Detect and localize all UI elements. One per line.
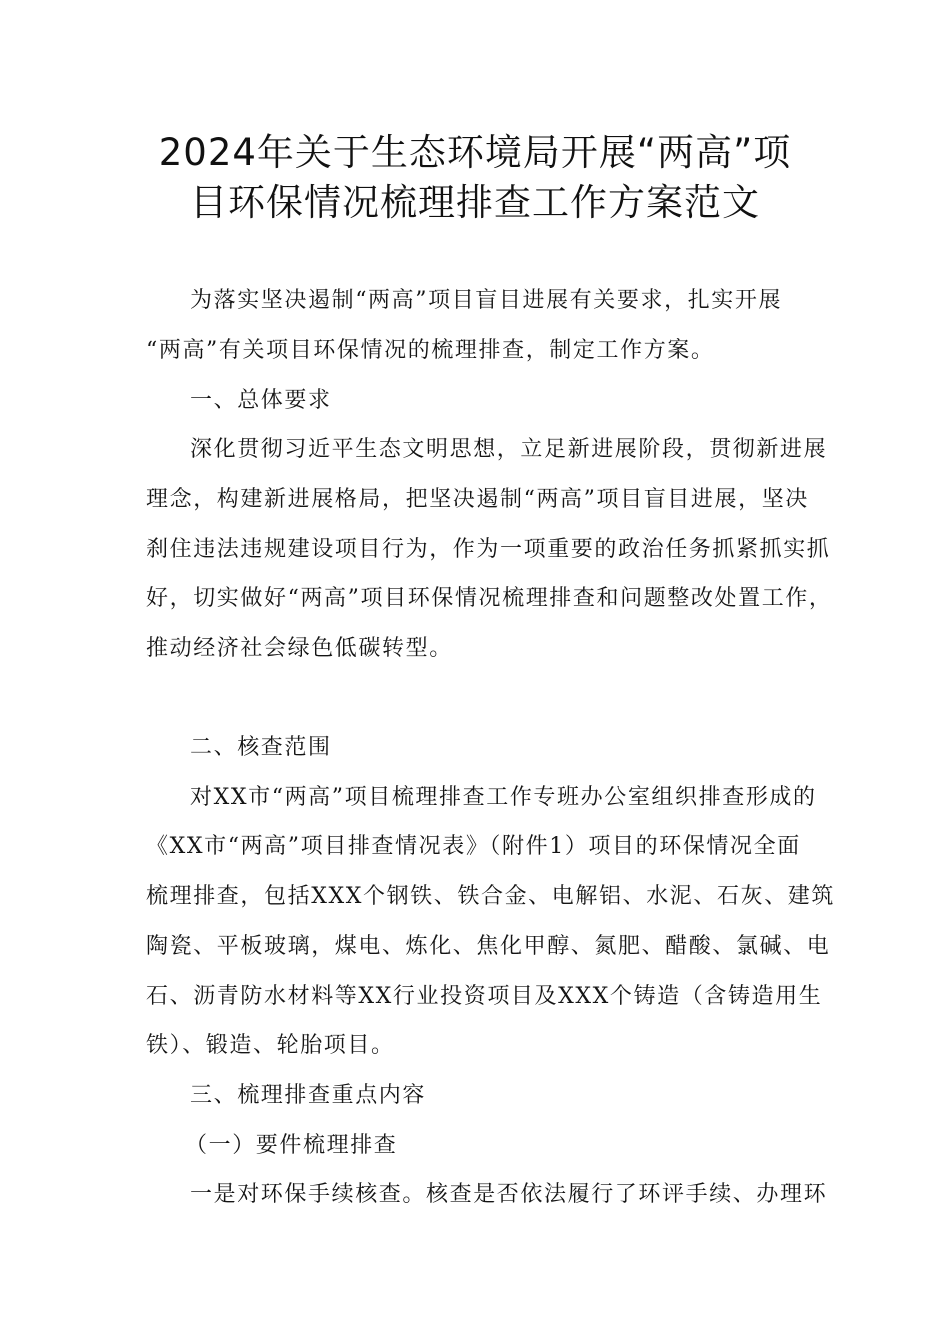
paragraph-line: 铁）、锻造、轮胎项目。 [146,1033,395,1058]
title-line: 目环保情况梳理排查工作方案范文 [190,181,760,224]
document-title [120,128,830,228]
paragraph-line: 深化贯彻习近平生态文明思想，立足新进展阶段，贯彻新进展 [190,437,828,462]
paragraph-line: 好，切实做好“两高”项目环保情况梳理排查和问题整改处置工作， [146,586,833,611]
section-heading: 三、梳理排查重点内容 [190,1083,427,1108]
paragraph-line: 梳理排查，包括XXX个钢铁、铁合金、电解铝、水泥、石灰、建筑 [146,884,835,909]
section-heading: 一、总体要求 [190,388,332,413]
paragraph-line: 石、沥青防水材料等XX行业投资项目及XXX个铸造（含铸造用生 [146,984,823,1009]
paragraph-line: 一是对环保手续核查。核查是否依法履行了环评手续、办理环 [190,1182,828,1207]
paragraph-line: 对XX市“两高”项目梳理排查工作专班办公室组织排查形成的 [190,785,817,810]
paragraph-line: 《XX市“两高”项目排查情况表》（附件1）项目的环保情况全面 [146,834,801,859]
title-line: 2024年关于生态环境局开展“两高”项 [158,131,792,174]
intro-line: “两高”有关项目环保情况的梳理排查，制定工作方案。 [146,338,715,363]
intro-line: 为落实坚决遏制“两高”项目盲目进展有关要求，扎实开展 [190,288,783,313]
paragraph-line: 推动经济社会绿色低碳转型。 [146,636,453,661]
paragraph-line: 刹住违法违规建设项目行为，作为一项重要的政治任务抓紧抓实抓 [146,537,831,562]
paragraph-line: 理念，构建新进展格局，把坚决遏制“两高”项目盲目进展，坚决 [146,487,809,512]
section-heading: 二、核查范围 [190,735,332,760]
paragraph-line: 陶瓷、平板玻璃，煤电、炼化、焦化甲醇、氮肥、醋酸、氯碱、电 [146,934,831,959]
subsection-heading: （一）要件梳理排查 [185,1133,398,1158]
